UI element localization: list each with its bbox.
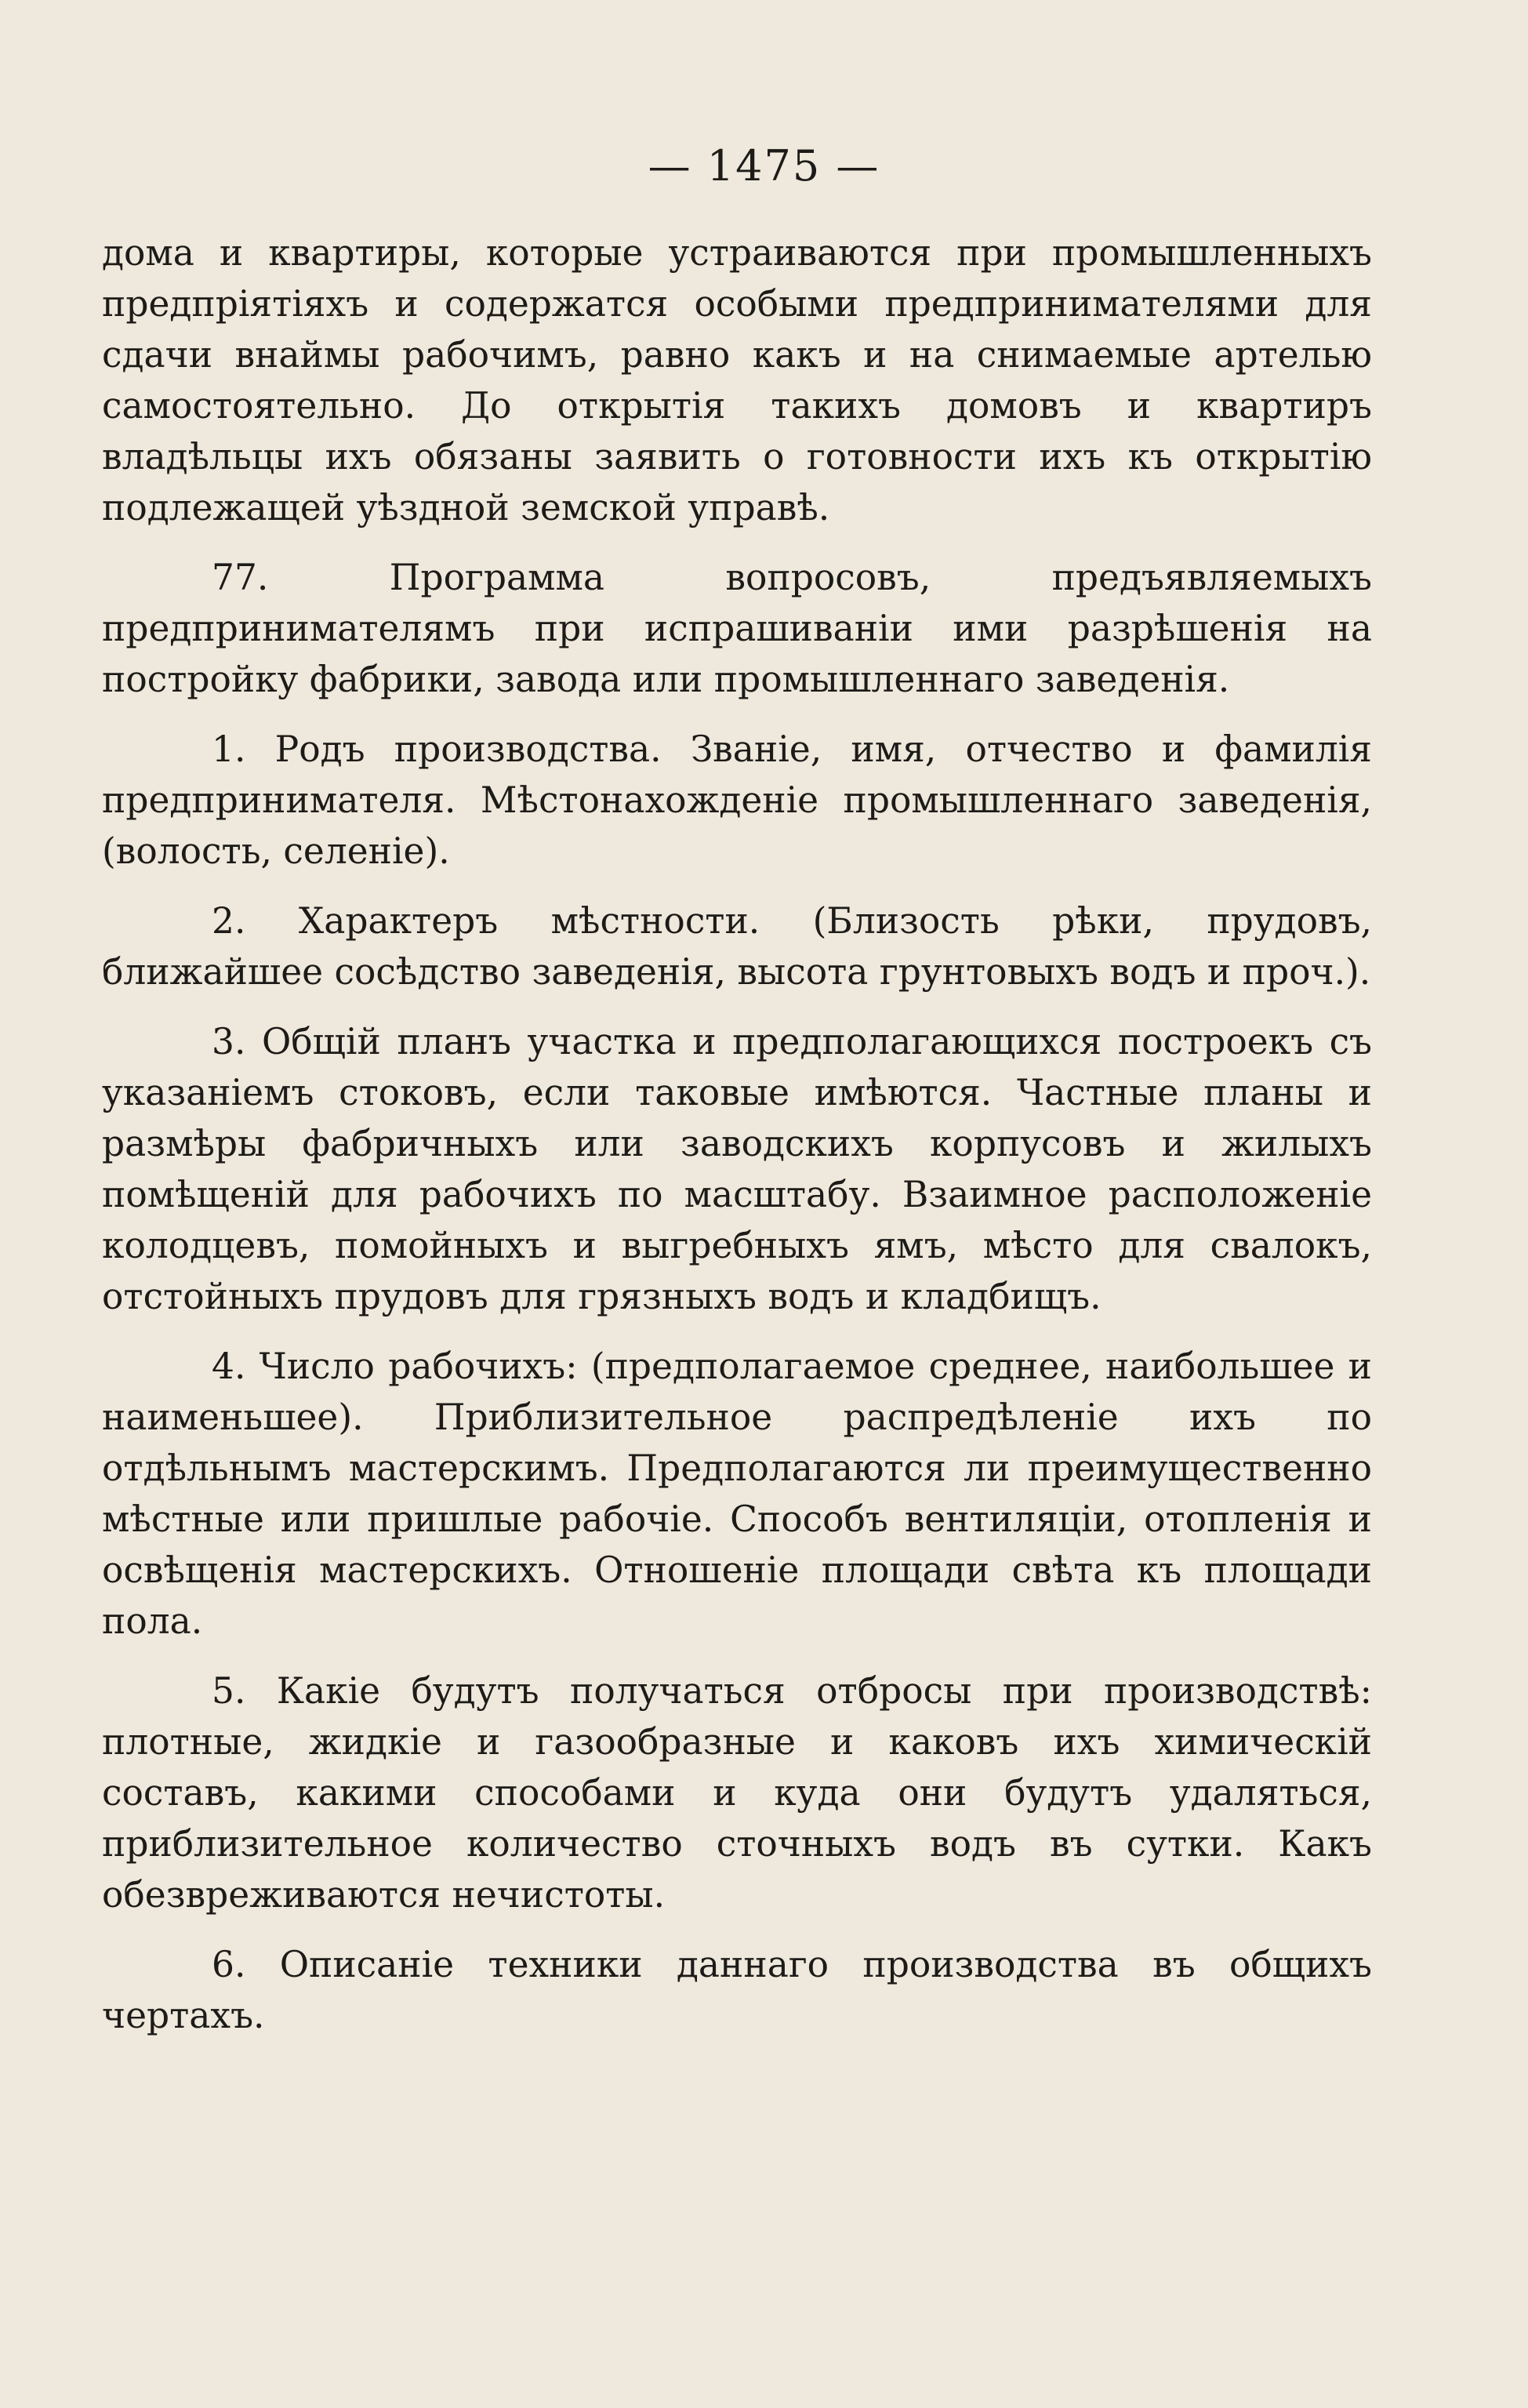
list-item-3: 3. Общій планъ участка и предполагающихся построекъ съ указаніемъ стоковъ, если таковые имѣются. Частные планы и размѣры фабричныхъ или заводскихъ корпусовъ и жилыхъ помѣщеній для рабочихъ по масштабу. Взаимное расположеніе колодцевъ, помойныхъ и выгребныхъ ямъ, мѣсто для свалокъ, отстойныхъ прудовъ для грязныхъ водъ и кладбищъ. xyxy=(102,1021,1372,1317)
section-77-heading: 77. Программа вопросовъ, предъявляемыхъ предпринимателямъ при испрашиваніи ими разрѣшенія на постройку фабрики, завода или промышленнаго заведенія. xyxy=(102,557,1372,700)
paragraph-continuation: дома и квартиры, которые устраиваются при промышленныхъ предпріятіяхъ и содержатся особыми предпринимателями для сдачи внаймы рабочимъ, равно какъ и на снимаемые артелью самостоятельно. До открытія такихъ домовъ и квартиръ владѣльцы ихъ обязаны заявить о готовности ихъ къ открытію подлежащей уѣздной земской управѣ. xyxy=(102,232,1372,528)
list-item-2: 2. Характеръ мѣстности. (Близость рѣки, прудовъ, ближайшее сосѣдство заведенія, высота грунтовыхъ водъ и проч.). xyxy=(102,900,1372,993)
page-number: — 1475 — xyxy=(648,141,880,191)
page-text xyxy=(102,227,1372,2041)
list-item-1: 1. Родъ производства. Званіе, имя, отчество и фамилія предпринимателя. Мѣстонахожденіе промышленнаго заведенія, (волость, селеніе). xyxy=(102,728,1372,872)
list-item-5: 5. Какіе будутъ получаться отбросы при производствѣ: плотные, жидкіе и газообразные и каковъ ихъ химическій составъ, какими способами и куда они будутъ удаляться, приблизительное количество сточныхъ водъ въ сутки. Какъ обезвреживаются нечистоты. xyxy=(102,1670,1372,1916)
list-item-6: 6. Описаніе техники даннаго производства въ общихъ чертахъ. xyxy=(102,1944,1372,2036)
list-item-4: 4. Число рабочихъ: (предполагаемое среднее, наибольшее и наименьшее). Приблизительное распредѣленіе ихъ по отдѣльнымъ мастерскимъ. Предполагаются ли преимущественно мѣстные или пришлые рабочіе. Способъ вентиляціи, отопленія и освѣщенія мастерскихъ. Отношеніе площади свѣта къ площади пола. xyxy=(102,1346,1372,1642)
